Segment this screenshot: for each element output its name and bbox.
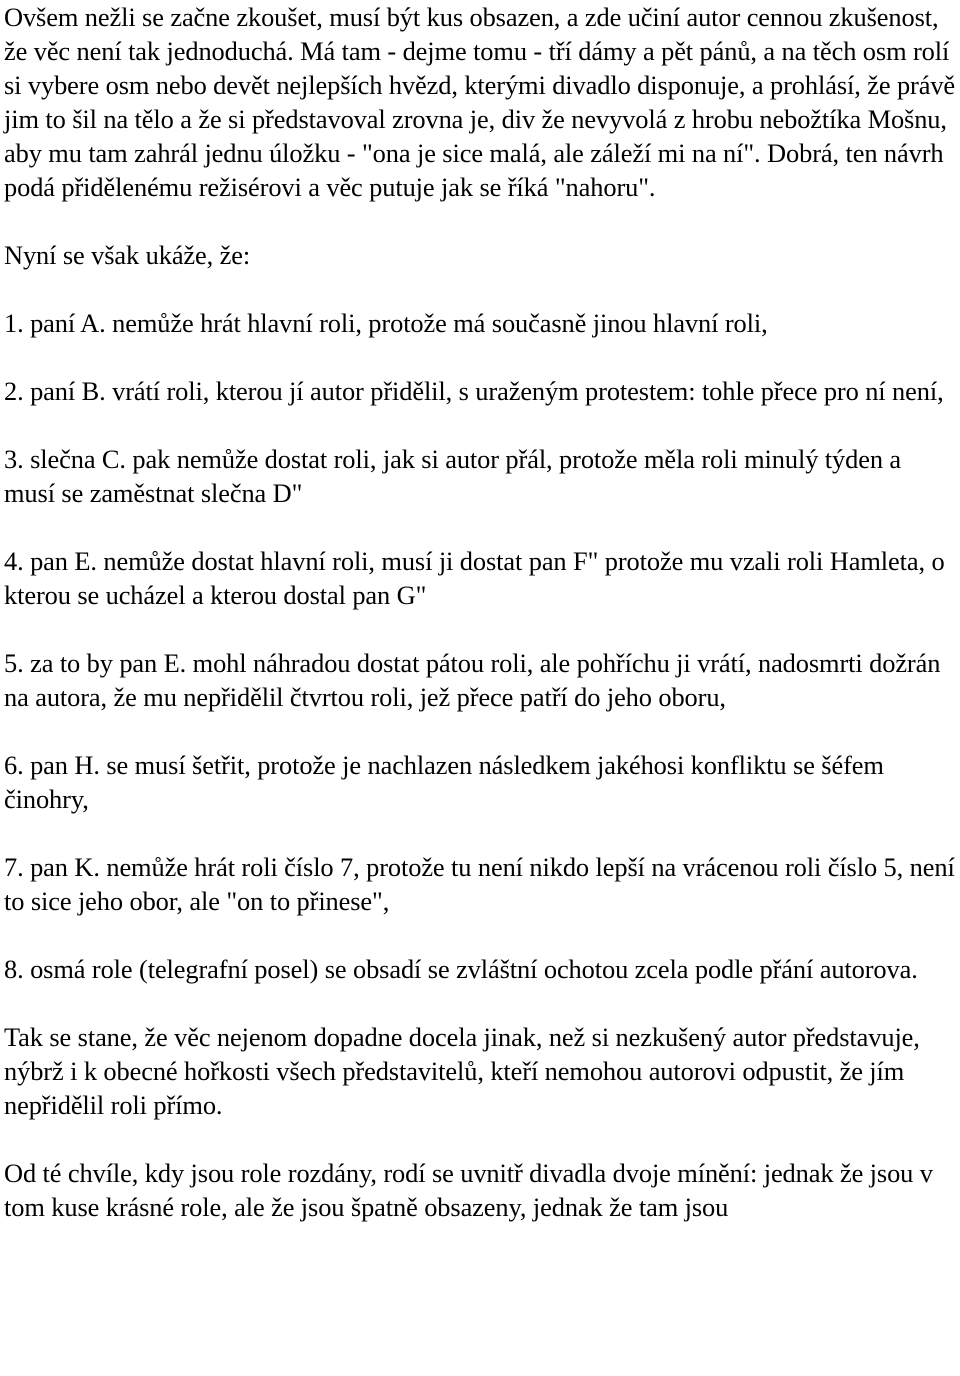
list-item-1: 1. paní A. nemůže hrát hlavní roli, protože má současně jinou hlavní roli, (4, 308, 768, 338)
paragraph-closing: Od té chvíle, kdy jsou role rozdány, rodí se uvnitř divadla dvoje mínění: jednak že jsou v tom kuse krásné role, ale že jsou špatně obsazeny, jednak že tam jsou (4, 1158, 933, 1222)
list-item-6: 6. pan H. se musí šetřit, protože je nachlazen následkem jakéhosi konfliktu se šéfem činohry, (4, 750, 884, 814)
list-item-8: 8. osmá role (telegrafní posel) se obsadí se zvláštní ochotou zcela podle přání autorova. (4, 954, 918, 984)
document-page (4, 0, 958, 1258)
list-item-3: 3. slečna C. pak nemůže dostat roli, jak si autor přál, protože měla roli minulý týden a musí se zaměstnat slečna D" (4, 444, 902, 508)
paragraph-intro: Ovšem nežli se začne zkoušet, musí být kus obsazen, a zde učiní autor cennou zkušenost, že věc není tak jednoduchá. Má tam - dejme tomu - tří dámy a pět pánů, a na těch osm rolí si vybere osm nebo devět nejlepších hvězd, kterými divadlo disponuje, a prohlásí, že právě jim to šil na tělo a že si představoval zrovna je, div že nevyvolá z hrobu nebožtíka Mošnu, aby mu tam zahrál jednu úložku - "ona je sice malá, ale záleží mi na ní". Dobrá, ten návrh podá přidělenému režisérovi a věc putuje jak se říká "nahoru". (4, 2, 956, 202)
list-item-2: 2. paní B. vrátí roli, kterou jí autor přidělil, s uraženým protestem: tohle přece pro ní není, (4, 376, 944, 406)
paragraph-lead-in: Nyní se však ukáže, že: (4, 240, 251, 270)
paragraph-outcome: Tak se stane, že věc nejenom dopadne docela jinak, než si nezkušený autor představuje, nýbrž i k obecné hořkosti všech představitelů, kteří nemohou autorovi odpustit, že jím nepřidělil roli přímo. (4, 1022, 920, 1120)
list-item-5: 5. za to by pan E. mohl náhradou dostat pátou roli, ale pohříchu ji vrátí, nadosmrti dožrán na autora, že mu nepřidělil čtvrtou roli, jež přece patří do jeho oboru, (4, 648, 941, 712)
list-item-7: 7. pan K. nemůže hrát roli číslo 7, protože tu není nikdo lepší na vrácenou roli číslo 5, není to sice jeho obor, ale "on to přinese", (4, 852, 955, 916)
list-item-4: 4. pan E. nemůže dostat hlavní roli, musí ji dostat pan F" protože mu vzali roli Hamleta, o kterou se ucházel a kterou dostal pan G" (4, 546, 945, 610)
